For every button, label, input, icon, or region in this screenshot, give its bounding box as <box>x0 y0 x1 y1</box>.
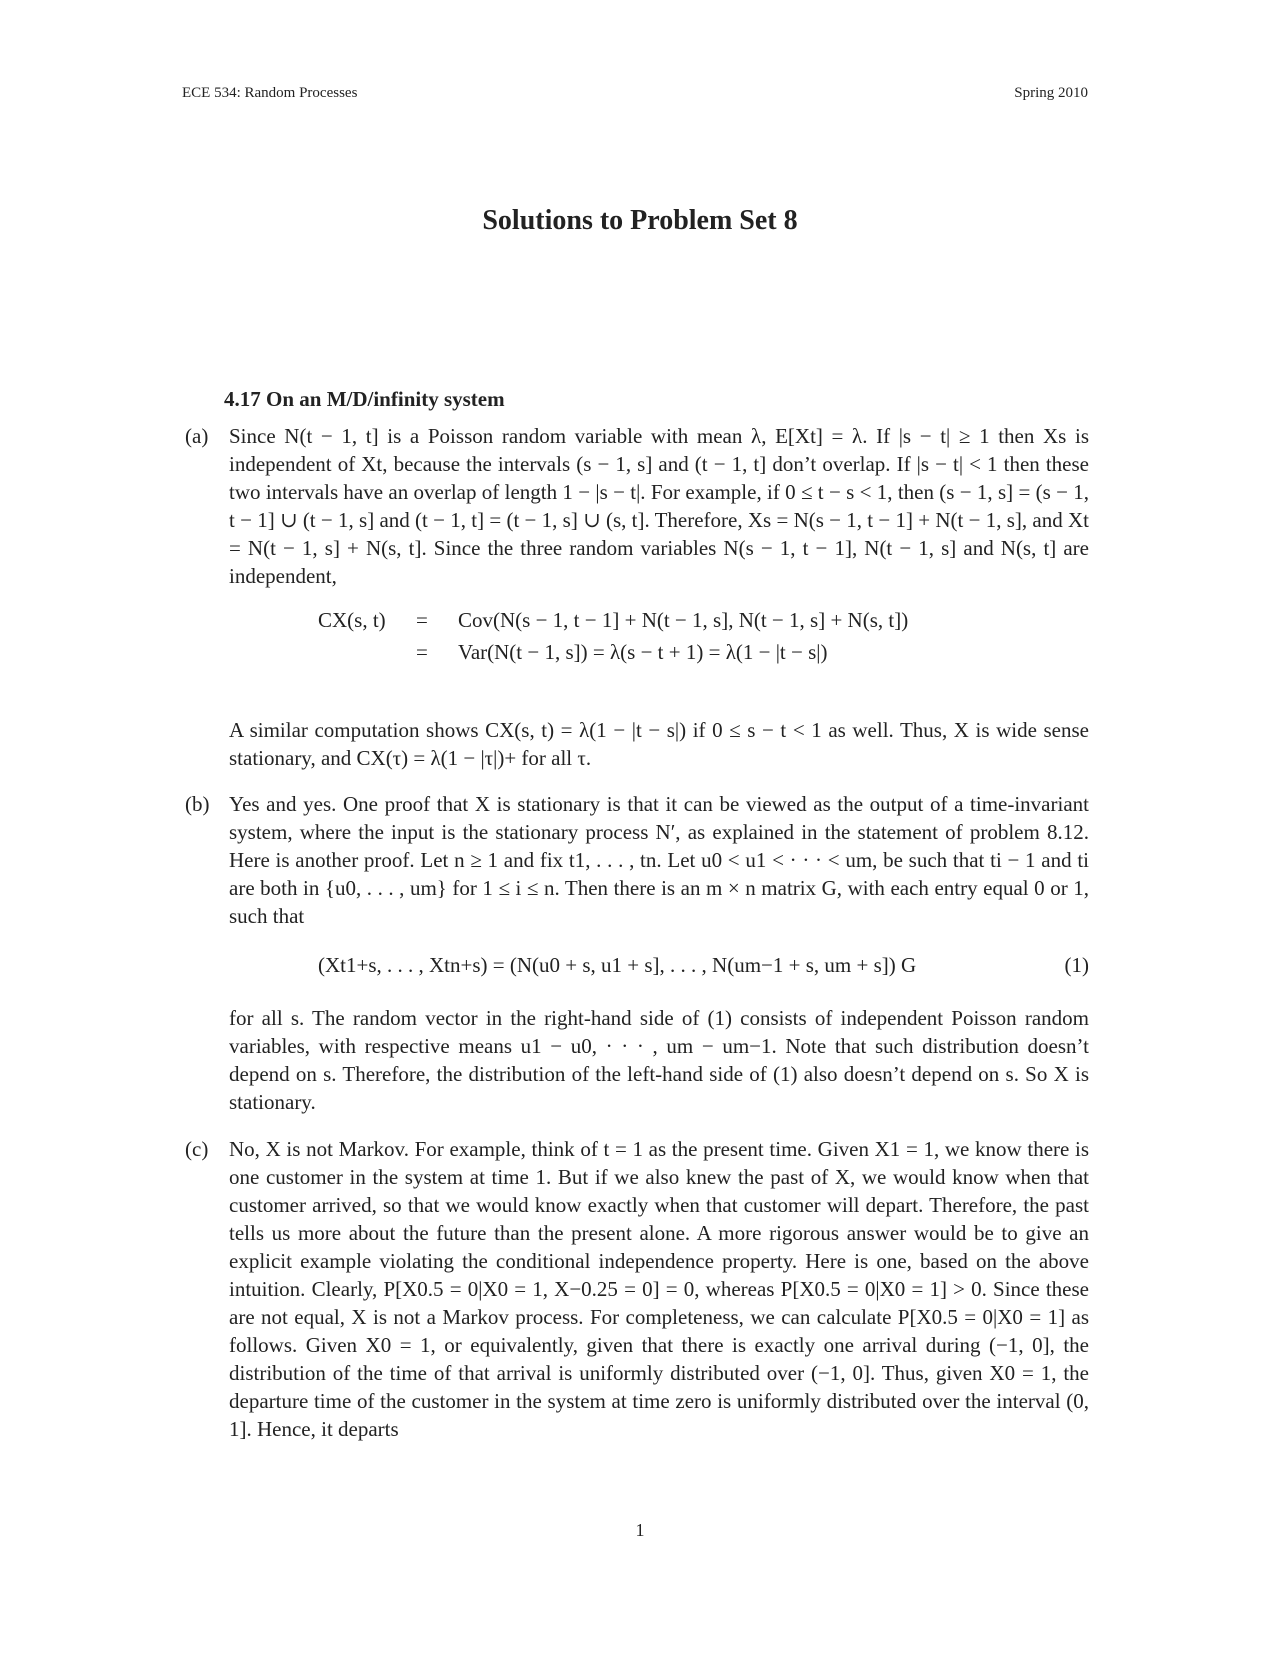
part-a-eq-equals-1: = <box>416 608 428 632</box>
running-header-term: Spring 2010 <box>1014 85 1088 101</box>
part-a-label: (a) <box>185 424 209 448</box>
part-b-paragraph-2: for all s. The random vector in the right-hand side of (1) consists of independent Poisson random variables, with respective means u1 − u0, · · · , um − um−1. Note that such distribution doesn’t depend on s. Therefore, the distribution of the left-hand side of (1) also doesn’t depend on s. So X is stationary. <box>229 1006 1089 1114</box>
part-c-paragraph: No, X is not Markov. For example, think of t = 1 as the present time. Given X1 = 1, we know there is one customer in the system at time 1. But if we also knew the past of X, we would know when that customer arrived, so that we would know exactly when that customer will depart. Therefore, the past tells us more about the future than the present alone. A more rigorous answer would be to give an explicit example violating the conditional independence property. Here is one, based on the above intuition. Clearly, P[X0.5 = 0|X0 = 1, X−0.25 = 0] = 0, whereas P[X0.5 = 0|X0 = 1] > 0. Since these are not equal, X is not a Markov process. For completeness, we can calculate P[X0.5 = 0|X0 = 1] as follows. Given X0 = 1, or equivalently, given that there is exactly one arrival during (−1, 0], the distribution of the time of that arrival is uniformly distributed over (−1, 0]. Thus, given X0 = 1, the departure time of the customer in the system at time zero is uniformly distributed over the interval (0, 1]. Hence, it departs <box>229 1137 1089 1441</box>
section-heading: 4.17 On an M/D/infinity system <box>224 387 505 411</box>
equation-number: (1) <box>1064 953 1089 977</box>
page-number: 1 <box>635 1520 645 1540</box>
part-b-label: (b) <box>185 792 210 816</box>
page-title: Solutions to Problem Set 8 <box>482 205 798 236</box>
part-a-paragraph-2: A similar computation shows CX(s, t) = λ(1 − |t − s|) if 0 ≤ s − t < 1 as well. Thus, X is wide sense stationary, and CX(τ) = λ(1 − |τ|)+ for all τ. <box>229 718 1089 770</box>
running-header-course: ECE 534: Random Processes <box>182 85 358 101</box>
part-a-paragraph-1: Since N(t − 1, t] is a Poisson random variable with mean λ, E[Xt] = λ. If |s − t| ≥ 1 then Xs is independent of Xt, because the intervals (s − 1, s] and (t − 1, t] don’t overlap. If |s − t| < 1 then these two intervals have an overlap of length 1 − |s − t|. For example, if 0 ≤ t − s < 1, then (s − 1, s] = (s − 1, t − 1] ∪ (t − 1, s] and (t − 1, t] = (t − 1, s] ∪ (s, t]. Therefore, Xs = N(s − 1, t − 1] + N(t − 1, s], and Xt = N(t − 1, s] + N(s, t]. Since the three random variables N(s − 1, t − 1], N(t − 1, s] and N(s, t] are independent, <box>229 424 1089 588</box>
part-b-equation: (Xt1+s, . . . , Xtn+s) = (N(u0 + s, u1 + s], . . . , N(um−1 + s, um + s]) G <box>318 953 917 977</box>
part-a-eq-rhs-1: Cov(N(s − 1, t − 1] + N(t − 1, s], N(t − 1, s] + N(s, t]) <box>458 608 909 632</box>
part-a-eq-lhs: CX(s, t) <box>318 608 386 632</box>
part-b-paragraph-1: Yes and yes. One proof that X is stationary is that it can be viewed as the output of a time-invariant system, where the input is the stationary process N′, as explained in the statement of problem 8.12. Here is another proof. Let n ≥ 1 and fix t1, . . . , tn. Let u0 < u1 < · · · < um, be such that ti − 1 and ti are both in {u0, . . . , um} for 1 ≤ i ≤ n. Then there is an m × n matrix G, with each entry equal 0 or 1, such that <box>229 792 1089 928</box>
part-a-eq-equals-2: = <box>416 640 428 664</box>
part-c-label: (c) <box>185 1137 209 1161</box>
part-a-eq-rhs-2: Var(N(t − 1, s]) = λ(s − t + 1) = λ(1 − |t − s|) <box>458 640 828 664</box>
